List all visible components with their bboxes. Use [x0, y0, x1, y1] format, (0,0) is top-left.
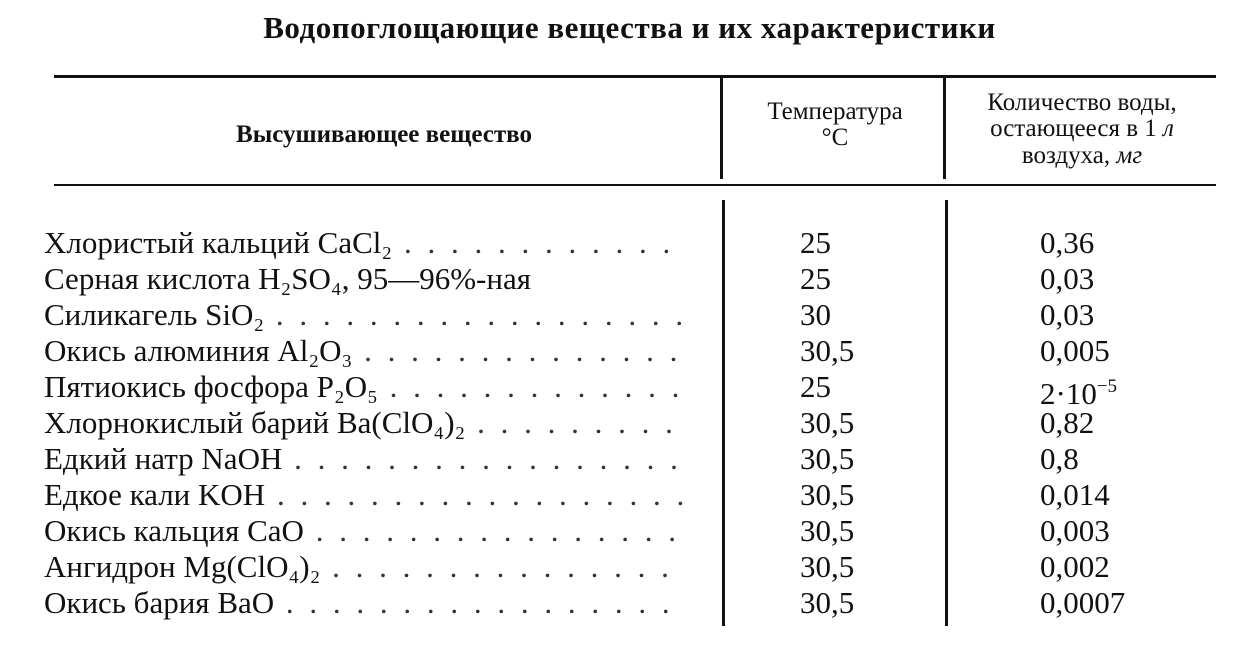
- substance-cell: Окись бария BaO . . .: [44, 586, 684, 620]
- table-row: [0, 586, 1259, 622]
- table-body: [0, 226, 1259, 622]
- water-unit-mg: мг: [1116, 141, 1143, 169]
- substance-cell: Окись алюминия Al₂O₃ . . .: [44, 334, 684, 368]
- table-row: [0, 298, 1259, 334]
- top-rule: [54, 75, 1216, 78]
- column-header-water-line3: [948, 143, 1216, 169]
- table-row: [0, 369, 1259, 411]
- substance-cell: Окись кальция CaO . . .: [44, 514, 684, 548]
- water-cell: 0,005: [1040, 333, 1110, 368]
- table-row: [0, 442, 1259, 478]
- substance-cell: Хлористый кальций CaCl₂ . . .: [44, 226, 684, 260]
- water-unit-liter: л: [1163, 115, 1174, 143]
- column-header-temperature-line2: °C: [821, 124, 849, 152]
- header-divider-2: [943, 77, 946, 179]
- substance-cell: Серная кислота H₂SO₄, 95—96%-ная: [44, 262, 531, 296]
- table-row: [0, 226, 1259, 262]
- water-value-exponent: −5: [1096, 376, 1118, 397]
- water-value-mantissa: 2·10: [1040, 376, 1097, 411]
- water-cell: 0,03: [1040, 261, 1095, 296]
- table-row: [0, 406, 1259, 442]
- temperature-cell: 25: [800, 225, 831, 260]
- table-row: [0, 262, 1259, 298]
- column-header-water-line2: [948, 116, 1216, 142]
- column-header-substance: Высушивающее вещество: [236, 121, 532, 148]
- header-divider-1: [720, 77, 723, 179]
- table-row: [0, 514, 1259, 550]
- water-cell: 0,0007: [1040, 585, 1126, 620]
- table-title: Водопоглощающие вещества и их характеристики: [263, 10, 996, 45]
- water-cell: 0,36: [1040, 225, 1095, 260]
- water-cell: 0,8: [1040, 441, 1079, 476]
- header-bottom-rule: [54, 184, 1216, 186]
- water-cell: 0,03: [1040, 297, 1095, 332]
- temperature-cell: 30,5: [800, 585, 855, 620]
- temperature-cell: 25: [800, 369, 831, 404]
- temperature-cell: 30,5: [800, 513, 855, 548]
- substance-cell: Хлорнокислый барий Ba(ClO₄)₂ . . .: [44, 406, 684, 440]
- water-cell: 0,003: [1040, 513, 1110, 548]
- water-cell: 0,014: [1040, 477, 1110, 512]
- temperature-cell: 30,5: [800, 477, 855, 512]
- table-row: [0, 334, 1259, 370]
- temperature-cell: 25: [800, 261, 831, 296]
- table-row: [0, 550, 1259, 586]
- temperature-cell: 30: [800, 297, 831, 332]
- substance-cell: Едкое кали KOH . . .: [44, 478, 684, 512]
- substance-cell: Силикагель SiO₂ . . .: [44, 298, 684, 332]
- water-cell: 0,82: [1040, 405, 1095, 440]
- water-line3-text: воздуха,: [1021, 141, 1117, 169]
- table-row: [0, 478, 1259, 514]
- temperature-cell: 30,5: [800, 549, 855, 584]
- column-header-water: [948, 90, 1216, 169]
- substance-cell: Ангидрон Mg(ClO₄)₂ . . .: [44, 550, 684, 584]
- substance-cell: Едкий натр NaOH . . .: [44, 442, 684, 476]
- temperature-cell: 30,5: [800, 333, 855, 368]
- temperature-cell: 30,5: [800, 405, 855, 440]
- column-header-water-line1: Количество воды,: [987, 89, 1177, 116]
- column-header-temperature-line1: Температура: [767, 98, 903, 125]
- water-line2-text: остающееся в 1: [990, 115, 1164, 143]
- substance-cell: Пятиокись фосфора P₂O₅ . . .: [44, 370, 684, 404]
- column-header-temperature: [727, 99, 943, 152]
- water-cell: 0,002: [1040, 549, 1110, 584]
- temperature-cell: 30,5: [800, 441, 855, 476]
